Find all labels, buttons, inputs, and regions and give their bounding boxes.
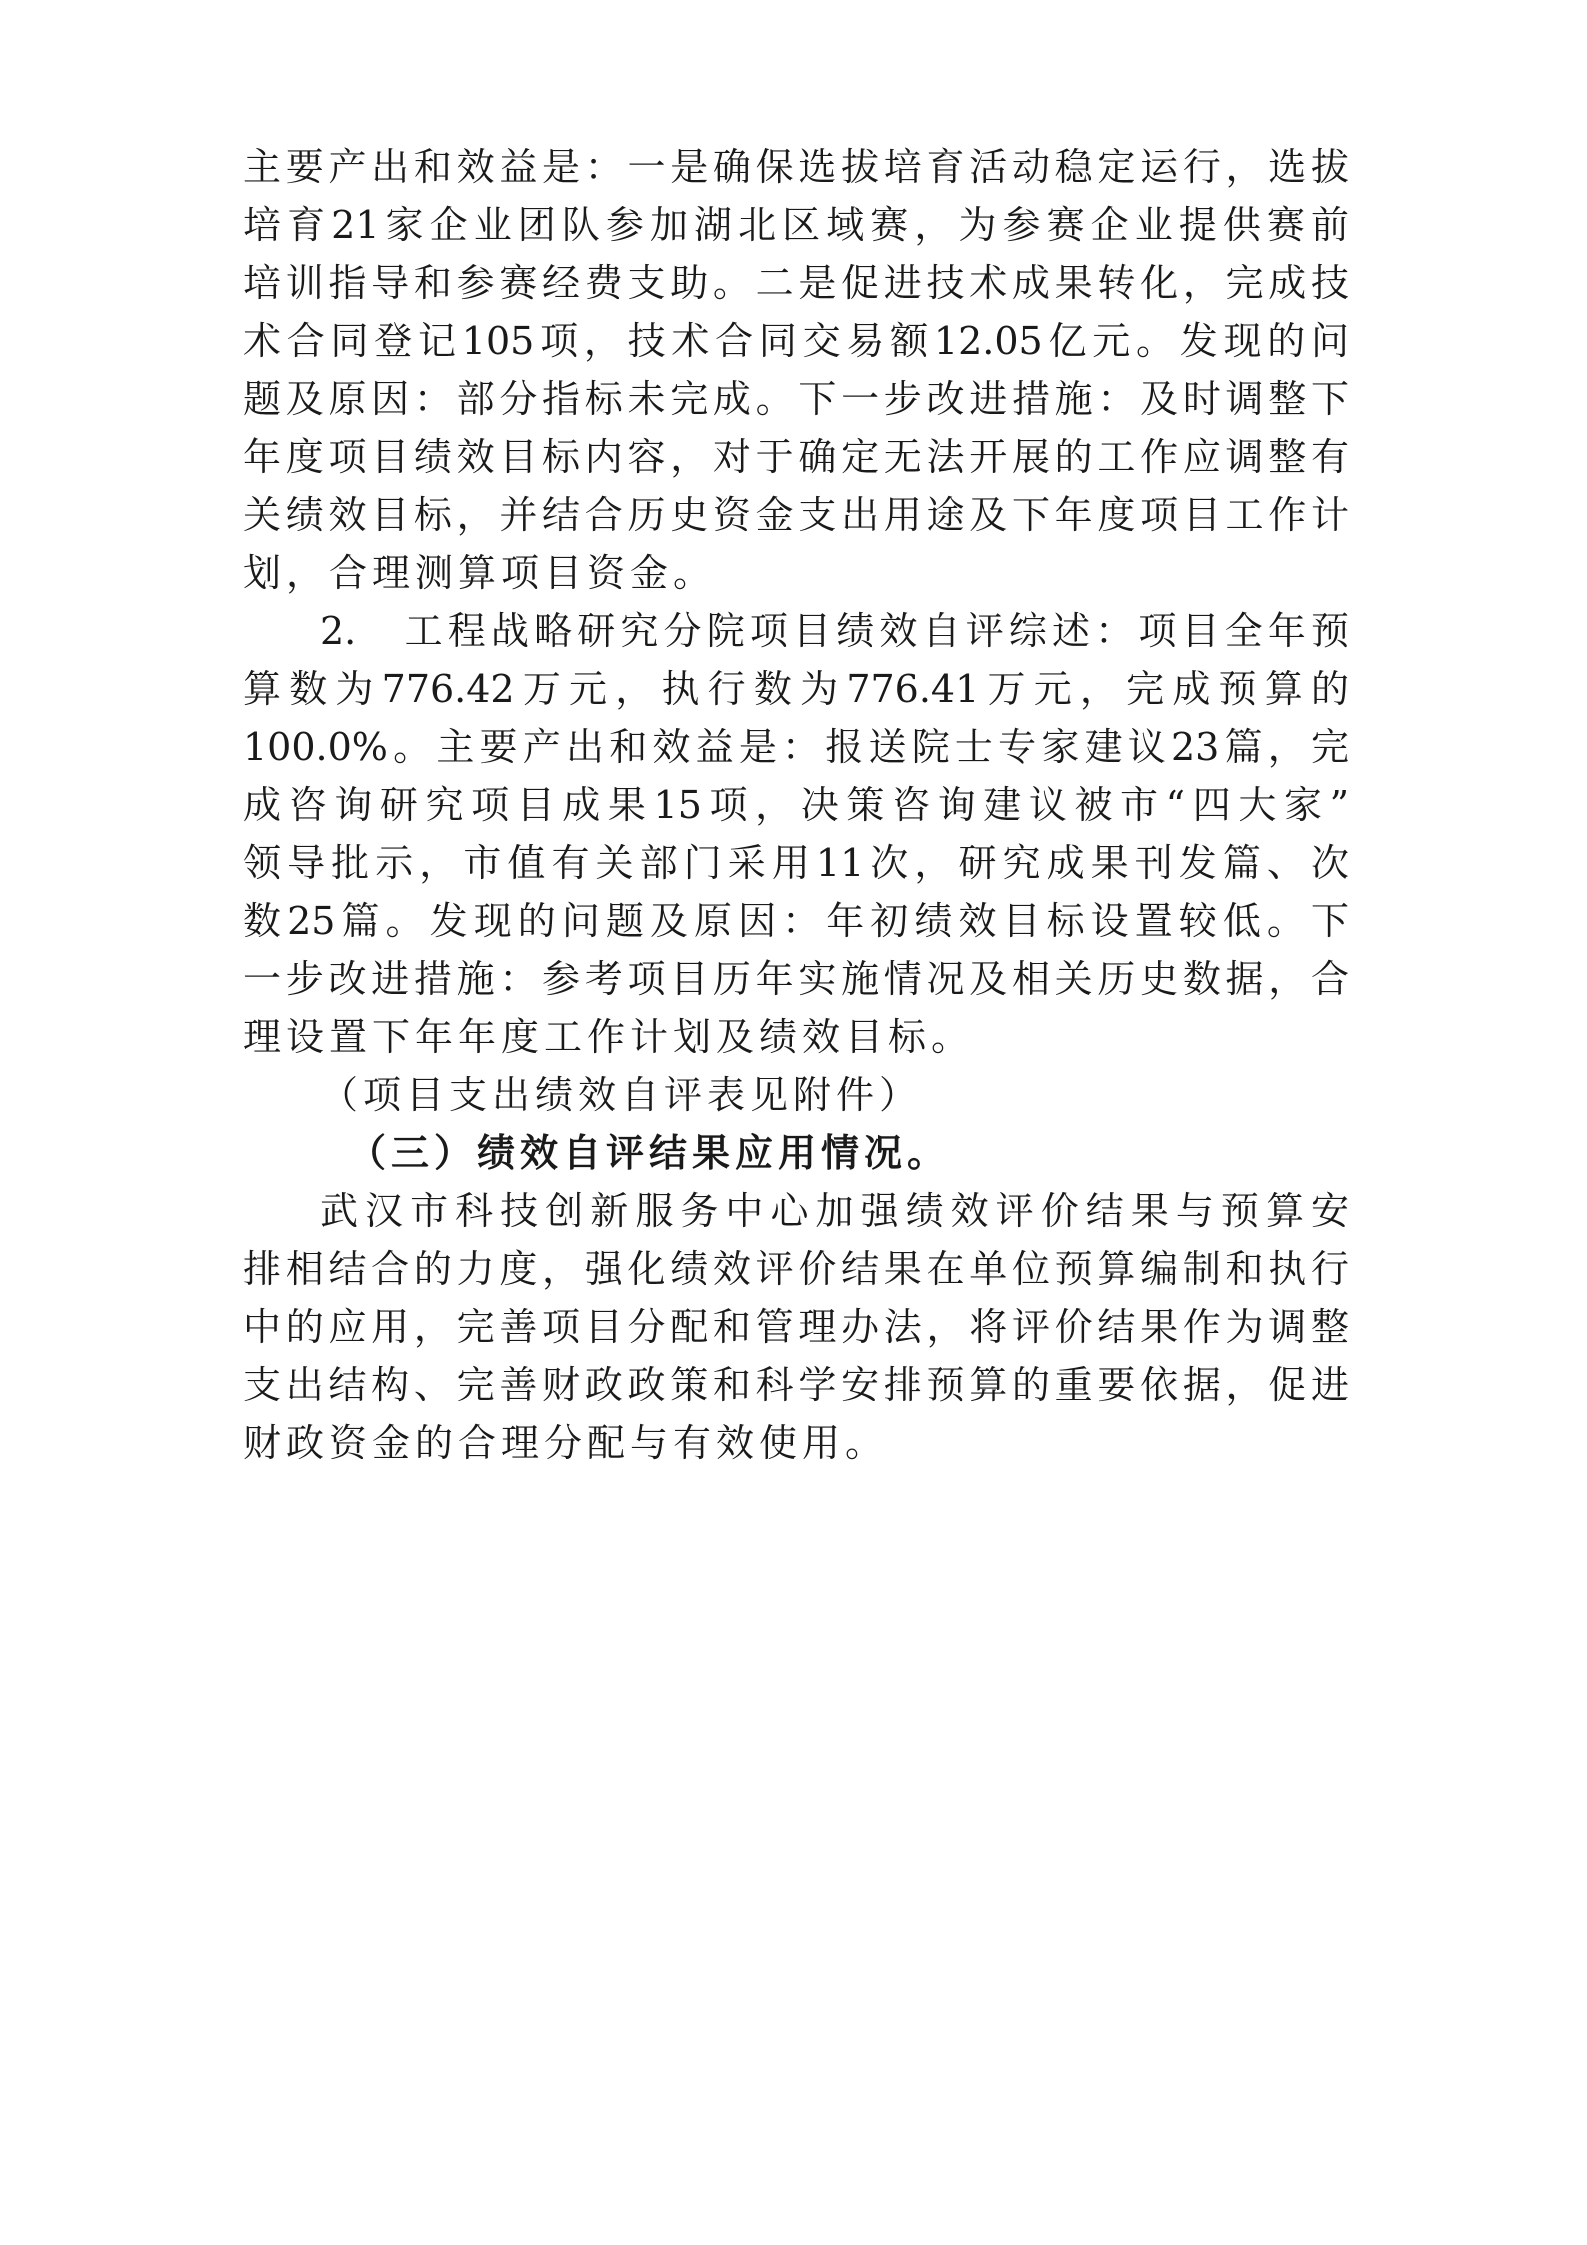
- para1-line-5: 题及原因：部分指标未完成。下一步改进措施：及时调整下: [243, 377, 1349, 421]
- para2-line-6: 数25篇。发现的问题及原因：年初绩效目标设置较低。下: [243, 899, 1349, 943]
- para2-line-7: 一步改进措施：参考项目历年实施情况及相关历史数据，合: [243, 957, 1349, 1001]
- para3-line-5: 财政资金的合理分配与有效使用。: [243, 1421, 889, 1465]
- para1-line-7: 关绩效目标，并结合历史资金支出用途及下年度项目工作计: [243, 493, 1349, 537]
- para3-line-2: 排相结合的力度，强化绩效评价结果在单位预算编制和执行: [243, 1247, 1349, 1291]
- attachment-note: （项目支出绩效自评表见附件）: [320, 1073, 923, 1117]
- para2-line-5: 领导批示，市值有关部门采用11次，研究成果刊发篇、次: [243, 841, 1349, 885]
- section-heading: （三）绩效自评结果应用情况。: [348, 1130, 951, 1175]
- para2-line-1: 2. 工程战略研究分院项目绩效自评综述：项目全年预: [320, 609, 1349, 653]
- para1-line-8: 划，合理测算项目资金。: [243, 551, 717, 595]
- para3-line-1: 武汉市科技创新服务中心加强绩效评价结果与预算安: [320, 1189, 1349, 1233]
- para2-line-8: 理设置下年年度工作计划及绩效目标。: [243, 1015, 975, 1059]
- para3-line-3: 中的应用，完善项目分配和管理办法，将评价结果作为调整: [243, 1305, 1349, 1349]
- para1-line-2: 培育21家企业团队参加湖北区域赛，为参赛企业提供赛前: [243, 203, 1349, 247]
- para1-line-6: 年度项目绩效目标内容，对于确定无法开展的工作应调整有: [243, 435, 1349, 479]
- para1-line-3: 培训指导和参赛经费支助。二是促进技术成果转化，完成技: [243, 261, 1349, 305]
- para2-line-3: 100.0%。主要产出和效益是：报送院士专家建议23篇，完: [243, 725, 1349, 769]
- para1-line-1: 主要产出和效益是：一是确保选拔培育活动稳定运行，选拔: [243, 145, 1349, 189]
- para1-line-4: 术合同登记105项，技术合同交易额12.05亿元。发现的问: [243, 319, 1349, 363]
- para2-line-4: 成咨询研究项目成果15项，决策咨询建议被市“四大家”: [243, 783, 1349, 827]
- para3-line-4: 支出结构、完善财政政策和科学安排预算的重要依据，促进: [243, 1363, 1349, 1407]
- para2-line-2: 算数为776.42万元，执行数为776.41万元，完成预算的: [243, 667, 1349, 711]
